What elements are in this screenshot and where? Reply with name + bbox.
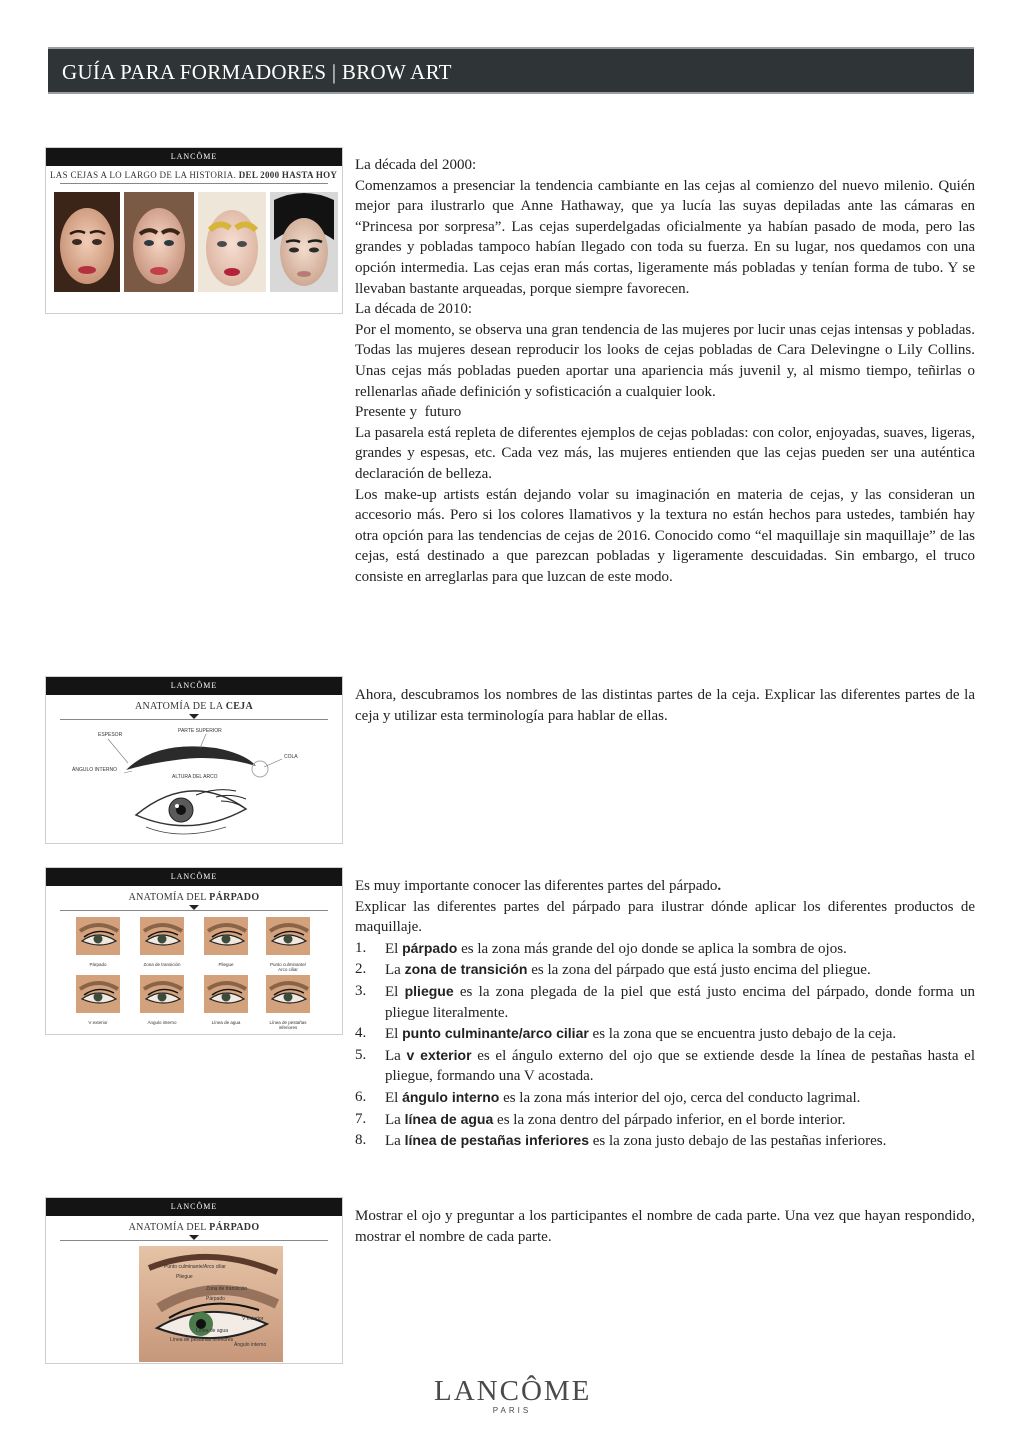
label-linea-agua: Línea de agua: [196, 1328, 228, 1334]
page-title: GUÍA PARA FORMADORES | BROW ART: [62, 60, 452, 84]
eye-caption: Punto culminante/ Arco ciliar: [269, 962, 307, 972]
item-number: 7.: [355, 1110, 367, 1127]
slide-brand: LANCÔME: [46, 1198, 342, 1216]
item-description: es la zona justo debajo de las pestañas inferiores.: [588, 1133, 887, 1150]
item-number: 4.: [355, 1025, 367, 1042]
eye-caption: Línea de agua: [211, 1020, 241, 1025]
brow-anatomy-paragraph: Ahora, descubramos los nombres de las distintas partes de la ceja. Explicar las diferentes partes de la ceja y utilizar esta terminología para hablar de ellas.: [355, 687, 975, 724]
slide-brand: LANCÔME: [46, 677, 342, 695]
item-number: 1.: [355, 939, 367, 956]
logo-brand: LANCÔME: [434, 1375, 592, 1407]
item-number: 6.: [355, 1088, 367, 1105]
divider: [60, 1240, 328, 1241]
eyelid-part-item: [355, 1109, 975, 1131]
label-angulo-interno: ÁNGULO INTERNO: [72, 767, 118, 773]
item-description: es la zona más grande del ojo donde se aplica la sombra de ojos.: [457, 940, 847, 957]
page-header: [48, 47, 974, 94]
slide-brow-anatomy: [45, 676, 343, 844]
eyelid-quiz-paragraph: Mostrar el ojo y preguntar a los participantes el nombre de cada parte. Una vez que hayan respondido, mostrar el nombre de cada parte.: [355, 1208, 975, 1245]
slide-eyelid-anatomy-grid: [45, 867, 343, 1035]
eye-photo: [140, 917, 184, 955]
item-term: línea de pestañas inferiores: [404, 1132, 589, 1149]
future-text-2: Los make-up artists están dejando volar su imaginación en materia de cejas, y las consideran un accesorio más. Pero si los colores llamativos y la textura no están hechos para ustedes, también hay otra opción para las tendencias de cejas de 2016. Conocido como “el maquillaje sin maquillaje” de las cejas, está destinado a que parezcan pobladas y ligeramente descuidadas. Sin embargo, el truco consiste en arreglarlas para que luzcan de este modo.: [355, 486, 975, 585]
eye-caption: Párpado: [89, 962, 107, 967]
item-term: pliegue: [404, 982, 454, 999]
label-cola: COLA: [284, 754, 298, 760]
eyelid-part-item: [355, 938, 975, 960]
eyelid-intro-2: Explicar las diferentes partes del párpado para ilustrar dónde aplicar los diferentes productos de maquillaje.: [355, 898, 975, 936]
divider: [60, 910, 328, 911]
item-pre: El: [385, 1026, 403, 1043]
brow-history-text: [355, 155, 975, 587]
item-number: 5.: [355, 1046, 367, 1063]
item-number: 8.: [355, 1132, 367, 1149]
slide-title: ANATOMÍA DEL PÁRPADO: [128, 892, 260, 903]
eyelid-thumbnail: [204, 975, 248, 1025]
eye-caption: Zona de transición: [143, 962, 181, 967]
slide-title: ANATOMÍA DE LA CEJA: [134, 701, 254, 712]
logo-city: PARIS: [492, 1406, 532, 1415]
eyelid-part-item: [355, 1130, 975, 1152]
item-pre: La: [385, 1133, 405, 1150]
item-pre: El: [385, 940, 403, 957]
brow-eye-illustration: [46, 677, 343, 844]
item-description: es la zona del párpado que está justo encima del pliegue.: [527, 962, 871, 979]
decade-2010-heading: La década de 2010:: [355, 301, 473, 318]
eye-photo: [76, 975, 120, 1013]
decade-2000-text: Comenzamos a presenciar la tendencia cambiante en las cejas al comienzo del nuevo milenio. Quién mejor para ilustrarlo que Anne Hathaway, que ya lucía las suyas depiladas ante las cámaras en “Princesa por sorpresa”. Las cejas superdelgadas oficialmente ya habían pasado de moda, pero las grandes y pobladas tampoco habían llegado con toda su fuerza. En su lugar, nos quedamos con una opción intermedia. Las cejas eran más cortas, ligeramente más pobladas y tenían forma de tubo. Y se llevaban bastante arqueadas, porque siempre favorecen.: [355, 177, 975, 297]
divider: [60, 183, 328, 184]
item-pre: La: [385, 962, 405, 979]
eyelid-thumbnail: [266, 917, 310, 972]
label-parpado: Párpado: [206, 1296, 225, 1302]
item-number: 2.: [355, 961, 367, 978]
label-punto-culminante: Punto culminante/Arco ciliar: [164, 1264, 226, 1270]
eyelid-thumbnail: [76, 917, 120, 967]
future-heading: Presente y futuro: [355, 404, 462, 421]
item-term: línea de agua: [404, 1110, 494, 1127]
slide-brows-history: [45, 147, 343, 314]
label-espesor: ESPESOR: [98, 732, 123, 738]
eye-photo: [76, 917, 120, 955]
item-term: ángulo interno: [402, 1088, 500, 1105]
eyelid-part-item: [355, 1023, 975, 1045]
eyelid-photo-grid: [46, 913, 343, 1033]
eyelid-part-item: [355, 959, 975, 981]
eyelid-intro-1: Es muy importante conocer las diferentes partes del párpado.: [355, 878, 722, 894]
eye-caption: V exterior: [88, 1020, 108, 1025]
eye-photo: [140, 975, 184, 1013]
eyelid-thumbnail: [266, 975, 310, 1030]
item-description: es la zona dentro del párpado inferior, en el borde interior.: [493, 1111, 846, 1128]
label-linea-pestanas: Línea de pestañas inferiores: [170, 1337, 234, 1343]
eye-caption: Línea de pestañas inferiores: [269, 1020, 307, 1030]
label-altura-arco: ALTURA DEL ARCO: [172, 774, 218, 780]
eye-photo: [204, 975, 248, 1013]
label-v-exterior: V exterior: [242, 1316, 264, 1322]
item-number: 3.: [355, 982, 367, 999]
item-term: v exterior: [406, 1046, 472, 1063]
item-pre: El: [385, 1089, 403, 1106]
item-term: zona de transición: [404, 961, 528, 978]
eyelid-thumbnail: [140, 975, 184, 1025]
eyelid-thumbnail: [76, 975, 120, 1025]
eyelid-thumbnail: [140, 917, 184, 967]
decade-2010-text: Por el momento, se observa una gran tendencia de las mujeres por lucir unas cejas intensas y pobladas. Todas las mujeres desean reproducir los looks de cejas pobladas de Cara Delevingne o Lily Collins. Unas cejas más pobladas pueden aportar una apariencia más juvenil y, al mismo tiempo, teñirlas o rellenarlas añade definición y sofisticación a cualquier look.: [355, 321, 975, 400]
item-pre: La: [385, 1111, 405, 1128]
eye-photo: [204, 917, 248, 955]
eyelid-thumbnail: [204, 917, 248, 967]
eyelid-parts-list: [355, 938, 975, 1152]
label-pliegue: Pliegue: [176, 1274, 193, 1280]
item-description: es el ángulo externo del ojo que se extiende desde la línea de pestañas hasta el pliegue, formando una V acostada.: [385, 1047, 975, 1085]
lancome-logo: [434, 1376, 590, 1415]
future-text-1: La pasarela está repleta de diferentes ejemplos de cejas pobladas: con color, enjoyadas, suaves, ligeras, grandes y espesas, etc. Cada vez más, las mujeres entienden que las cejas pueden ser una auténtica declaración de belleza.: [355, 424, 975, 482]
item-term: punto culminante/arco ciliar: [402, 1025, 589, 1042]
item-pre: La: [385, 1047, 407, 1064]
item-description: es la zona que se encuentra justo debajo de la ceja.: [588, 1026, 897, 1043]
slide-brand: LANCÔME: [46, 868, 342, 886]
slide-title: LAS CEJAS A LO LARGO DE LA HISTORIA. DEL 2000 HASTA HOY: [50, 170, 338, 180]
label-zona-transicion: Zona de transición: [206, 1286, 248, 1292]
eye-photo: [266, 917, 310, 955]
eye-photo: [266, 975, 310, 1013]
label-parte-superior: PARTE SUPERIOR: [178, 728, 222, 734]
slide-eyelid-anatomy-labelled: [45, 1197, 343, 1364]
label-angulo-interno: Ángulo interno: [234, 1342, 267, 1348]
slide-brand: LANCÔME: [46, 148, 342, 166]
item-description: es la zona plegada de la piel que está justo encima del párpado, donde forma un pliegue literalmente.: [385, 983, 975, 1021]
eyelid-part-item: [355, 1045, 975, 1087]
eyelid-quiz-text: [355, 1206, 975, 1247]
item-term: párpado: [402, 939, 458, 956]
eyelid-anatomy-text: [355, 876, 975, 1152]
eyelid-part-item: [355, 1087, 975, 1109]
eyelid-part-item: [355, 981, 975, 1023]
decade-2000-heading: La década del 2000:: [355, 157, 477, 173]
item-pre: El: [385, 983, 405, 1000]
brow-anatomy-text: [355, 685, 975, 726]
eye-caption: Pliegue: [218, 962, 234, 967]
item-description: es la zona más interior del ojo, cerca del conducto lagrimal.: [499, 1089, 861, 1106]
eye-caption: Ángulo interno: [147, 1020, 177, 1025]
slide-title: ANATOMÍA DEL PÁRPADO: [128, 1222, 260, 1233]
celebrity-faces-photo: [46, 190, 343, 310]
